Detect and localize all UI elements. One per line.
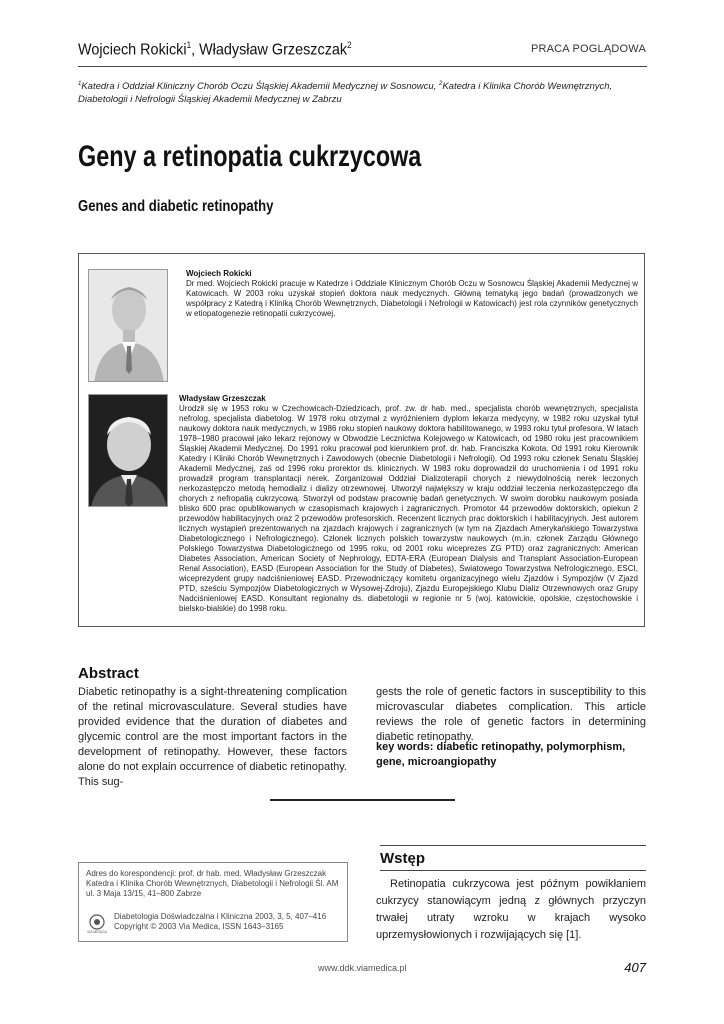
article-title: Geny a retinopatia cukrzycowa	[78, 140, 422, 173]
portrait-image	[89, 395, 168, 507]
author-bios-box	[78, 253, 645, 627]
author-2: Władysław Grzeszczak	[199, 41, 348, 59]
section-divider	[270, 799, 455, 801]
via-medica-logo-text: VIA MEDICA	[86, 930, 108, 934]
intro-heading-rule	[380, 870, 646, 871]
abstract-column-2: gests the role of genetic factors in susceptibility to this microvascular diabetes complication. This article reviews the role of genetic factors in determining diabetic retinopathy.	[376, 686, 646, 743]
affiliation-1: Katedra i Oddział Kliniczny Chorób Oczu Śląskiej Akademii Medycznej w Sosnowcu,	[81, 81, 439, 93]
page-number: 407	[624, 960, 646, 975]
correspondence-address: Adres do korespondencji: prof. dr hab. med. Władysław Grzeszczak Katedra i Klinika Chorób Wewnętrznych, Diabetologii i Nefrologii Śl. AM ul. 3 Maja 13/15, 41–800 Zabrze	[86, 869, 339, 898]
author-separator: ,	[191, 41, 200, 59]
bio-text-rokicki: Dr med. Wojciech Rokicki pracuje w Katedrze i Oddziale Klinicznym Chorób Oczu w Sosnowcu Śląskiej Akademii Medycznej w Katowicach. W 2003 roku uzyskał stopień doktora nauk medycznych. Główną tematyką jego badań (prowadzonych we współpracy z Katedrą i Kliniką Chorób Wewnętrznych, Diabetologii i Nefrologii w Katowicach) jest rola czynników genetycznych w etiopatogenezie retinopatii cukrzycowej.	[186, 279, 638, 318]
keywords: key words: diabetic retinopathy, polymorphism, gene, microangiopathy	[376, 741, 626, 768]
bio-name-rokicki: Wojciech Rokicki	[186, 269, 252, 278]
correspondence-box	[78, 862, 348, 942]
author-1-affiliation-mark: 1	[186, 40, 192, 50]
author-photo-grzeszczak	[88, 394, 168, 507]
journal-citation: Diabetologia Doświadczalna i Kliniczna 2003, 3, 5, 407–416	[114, 912, 327, 921]
affiliation-2-mark: 2	[438, 81, 443, 87]
affiliation-1-mark: 1	[78, 81, 82, 87]
header-divider	[78, 66, 647, 67]
article-subtitle: Genes and diabetic retinopathy	[78, 198, 274, 215]
author-1: Wojciech Rokicki	[78, 41, 187, 59]
intro-top-rule	[380, 845, 646, 846]
abstract-column-1: Diabetic retinopathy is a sight-threatening complication of the retinal microvasculature. Several studies have provided evidence that the duration of diabetes and glycemic control are the most important factors in the development of retinopathy. However, these factors alone do not explain occurrence of diabetic retinopathy. This sug-	[78, 686, 347, 788]
authors-line	[78, 40, 352, 59]
author-photo-rokicki	[88, 269, 168, 382]
bio-text-grzeszczak: Urodził się w 1953 roku w Czechowicach-Dziedzicach, prof. zw. dr hab. med., specjalista chorób wewnętrznych, specjalista nefrolog, specjalista diabetolog. W 1978 roku otrzymał z wyróżnieniem dyplom lekarza medycyny, w 1982 roku uzyskał tytuł naukowy doktora nauk medycznych, w 1986 roku stopień naukowy doktora habilitowanego, w 1993 roku tytuł profesora. W latach 1978–1980 pracował jako lekarz rejonowy w Obwodzie Lecznictwa Kolejowego w Katowicach, od 1980 roku jest pracownikiem Śląskiej Akademii Medycznej. Do 1991 roku pracował pod kierunkiem prof. dr. hab. Franciszka Kokota. Od 1991 roku Kierownik Katedry i Kliniki Chorób Wewnętrznych i Zawodowych (obecnie Diabetologii i Nefrologii). Od 1993 roku członek Senatu Śląskiej Akademii Medycznej, zaś od 1996 roku prorektor ds. klinicznych. W 1983 roku doprowadził do uruchomienia i od 1991 roku prowadził program transplantacji nerek. Zorganizował Oddział Dializoterapii chorych z niewydolnością nerek leczonych nerkozastępczo metodą hemodializ i dializy otrzewnowej. Utworzył największy w kraju oddział leczenia nerkozastępczego dla chorych z nefropatią cukrzycową. Stworzył od podstaw pracownię badań genetycznych. W swoim dorobku naukowym posiada blisko 600 prac opublikowanych w czasopismach krajowych i zagranicznych. Promotor 44 przewodów doktorskich, opiekun 2 przewodów habilitacyjnych oraz 2 przewodów profesorskich. Recenzent licznych prac doktorskich i habilitacyjnych. Jest autorem licznych wystąpień prezentowanych na zjazdach krajowych i zagranicznych (w tym na Zjazdach Amerykańskiego Towarzystwa Diabetologicznego i Nefrologicznego). Członek licznych polskich towarzystw naukowych (m.in. członek Zarządu Głównego Polskiego Towarzystwa Diabetologicznego od 1995 roku, od 2001 roku wiceprezes ZG PTD) oraz zagranicznych: American Diabetes Association, American Society of Nephrology, EDTA-ERA (European Dialysis and Transplant Association-European Renal Association), EASD (European Association for the Study of Diabetes), Światowego Towarzystwa Nefrologicznego, ESCI, wiceprezydent grupy nadciśnieniowej EASD. Przewodniczący komitetu organizacyjnego wielu Zjazdów i Sympozjów (V Zjazd PTD, sześciu Sympozjów Diabetologicznych w Wysowej-Zdroju), Zjazdu Europejskiego Klubu Dializ Otrzewnowych oraz Grupy Nadciśnieniowej EASD. Konsultant regionalny ds. diabetologii w regionie nr 5 (woj. katowickie, opolskie, częstochowskie i bielsko-bialskie) do 1998 roku.	[179, 404, 638, 613]
via-medica-logo	[86, 913, 108, 935]
intro-text: Retinopatia cukrzycowa jest późnym powikłaniem cukrzycy stanowiącym jedną z głównych przyczyn trwałej utraty wzroku w krajach wysoko uprzemysłowionych i rozwijających się [1].	[376, 878, 646, 941]
copyright: Copyright © 2003 Via Medica, ISSN 1643–3165	[114, 922, 284, 931]
bio-name-grzeszczak: Władysław Grzeszczak	[179, 394, 266, 403]
intro-heading: Wstęp	[380, 850, 425, 867]
portrait-image	[89, 270, 168, 382]
article-type: PRACA POGLĄDOWA	[530, 43, 646, 55]
affiliations	[78, 78, 638, 106]
footer-url[interactable]: www.ddk.viamedica.pl	[318, 963, 407, 973]
abstract-heading: Abstract	[78, 665, 139, 682]
affiliation-2: Katedra i Klinika Chorób Wewnętrznych, Diabetologii i Nefrologii Śląskiej Akademii Medycznej w Zabrzu	[78, 81, 613, 106]
author-2-affiliation-mark: 2	[347, 40, 352, 50]
